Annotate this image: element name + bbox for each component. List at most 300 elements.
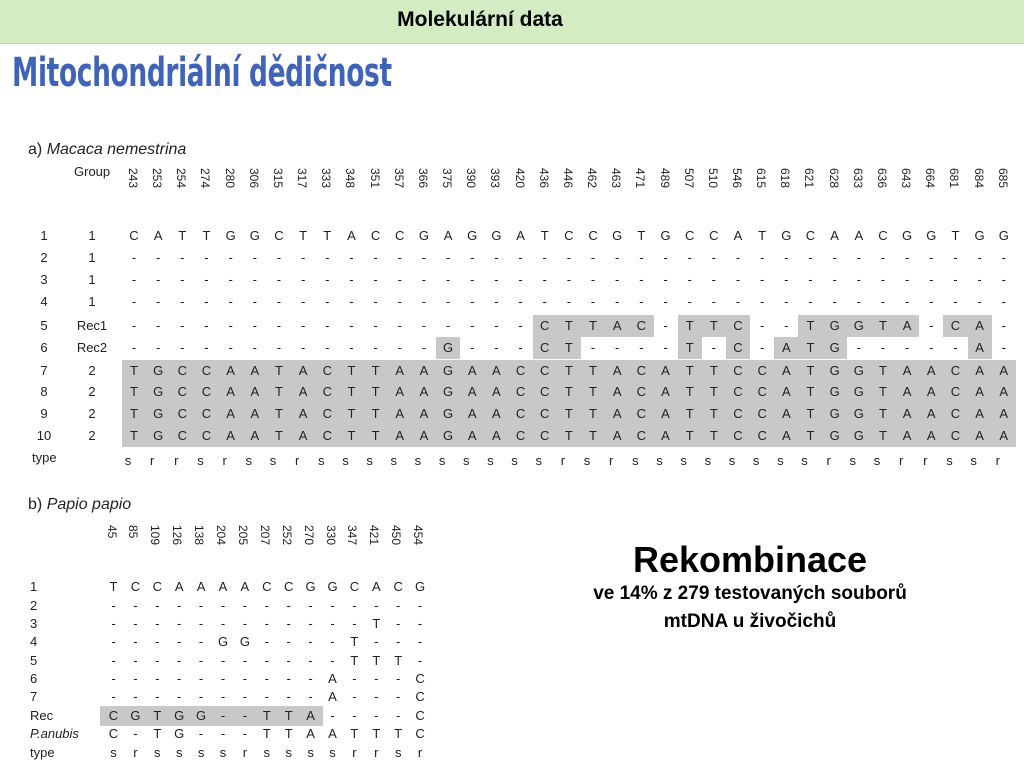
- sequence-cell: A: [226, 363, 235, 378]
- sequence-cell: A: [975, 363, 984, 378]
- sequence-cell: A: [999, 363, 1009, 378]
- sequence-cell: -: [286, 689, 291, 704]
- sequence-cell: -: [639, 294, 644, 309]
- sequence-cell: A: [926, 363, 936, 378]
- sequence-cell: T: [685, 363, 694, 378]
- sequence-cell: G: [153, 384, 164, 399]
- sequence-cell: -: [308, 598, 313, 613]
- sequence-cell: T: [878, 428, 887, 443]
- sequence-cell: T: [685, 384, 694, 399]
- sequence-cell: -: [663, 272, 668, 287]
- type-cell: s: [197, 453, 204, 468]
- row-label: 3: [30, 616, 38, 631]
- sequence-cell: -: [929, 272, 934, 287]
- type-row-label: type: [30, 745, 55, 760]
- sequence-cell: A: [612, 318, 622, 333]
- sequence-cell: C: [322, 428, 332, 443]
- sequence-cell: -: [808, 294, 813, 309]
- sequence-cell: -: [180, 250, 185, 265]
- type-cell: r: [374, 745, 379, 760]
- sequence-cell: -: [177, 671, 182, 686]
- sequence-cell: G: [174, 708, 185, 723]
- sequence-cell: -: [264, 616, 269, 631]
- row-label: 2: [30, 598, 38, 613]
- sequence-cell: G: [491, 228, 502, 243]
- position-label: 507: [681, 168, 696, 189]
- sequence-cell: C: [540, 384, 550, 399]
- sequence-cell: T: [758, 228, 767, 243]
- sequence-cell: C: [262, 579, 272, 594]
- sequence-cell: T: [347, 363, 356, 378]
- sequence-cell: -: [977, 250, 982, 265]
- position-label: 510: [705, 168, 720, 189]
- sequence-cell: -: [518, 272, 523, 287]
- sequence-cell: T: [589, 318, 597, 333]
- sequence-cell: -: [133, 653, 138, 668]
- sequence-cell: -: [445, 318, 451, 333]
- sequence-cell: -: [352, 616, 357, 631]
- sequence-cell: -: [252, 272, 257, 287]
- sequence-cell: A: [298, 363, 308, 378]
- sequence-cell: -: [264, 671, 269, 686]
- sequence-cell: A: [492, 363, 501, 378]
- row-group: 1: [88, 272, 96, 287]
- sequence-cell: -: [177, 634, 182, 649]
- sequence-cell: -: [155, 671, 160, 686]
- sequence-cell: A: [612, 384, 622, 399]
- sequence-cell: -: [470, 250, 475, 265]
- sequence-cell: G: [998, 228, 1009, 243]
- sequence-cell: C: [177, 406, 187, 421]
- row-number: 3: [40, 272, 48, 287]
- sequence-cell: -: [349, 294, 354, 309]
- sequence-cell: A: [902, 318, 912, 333]
- type-cell: s: [632, 453, 639, 468]
- sequence-cell: -: [832, 272, 837, 287]
- type-cell: s: [583, 453, 591, 468]
- type-cell: r: [149, 453, 155, 468]
- sequence-cell: C: [950, 428, 961, 443]
- sequence-cell: -: [711, 250, 716, 265]
- sequence-cell: -: [373, 318, 378, 333]
- sequence-cell: C: [757, 384, 767, 399]
- sequence-cell: T: [372, 616, 381, 631]
- sequence-cell: A: [781, 363, 791, 378]
- sequence-cell: T: [130, 384, 138, 399]
- sequence-cell: T: [878, 318, 887, 333]
- sequence-cell: T: [589, 384, 597, 399]
- sequence-cell: -: [177, 689, 182, 704]
- sequence-cell: T: [709, 406, 718, 421]
- type-cell: s: [269, 453, 277, 468]
- sequence-cell: -: [397, 294, 402, 309]
- sequence-cell: -: [832, 294, 837, 309]
- sequence-cell: T: [878, 384, 887, 399]
- sequence-cell: -: [856, 340, 861, 355]
- sequence-cell: -: [904, 340, 910, 355]
- sequence-cell: A: [975, 428, 984, 443]
- position-label: 618: [778, 168, 793, 189]
- sequence-cell: G: [829, 318, 840, 333]
- sequence-cell: -: [929, 250, 934, 265]
- row-group: 1: [88, 294, 96, 309]
- sequence-cell: -: [155, 634, 160, 649]
- type-cell: s: [110, 745, 117, 760]
- row-label: 6: [30, 671, 38, 686]
- sequence-cell: -: [904, 294, 910, 309]
- sequence-cell: -: [204, 294, 209, 309]
- sequence-cell: A: [395, 406, 405, 421]
- sequence-cell: T: [350, 634, 359, 649]
- row-label: 1: [30, 579, 38, 594]
- sequence-cell: -: [759, 272, 765, 287]
- sequence-cell: T: [178, 228, 187, 243]
- sequence-cell: -: [349, 340, 354, 355]
- sequence-cell: T: [685, 406, 694, 421]
- type-cell: s: [970, 453, 977, 468]
- sequence-cell: C: [201, 384, 212, 399]
- sequence-cell: -: [470, 294, 475, 309]
- sequence-cell: -: [784, 318, 789, 333]
- position-label: 628: [826, 168, 841, 189]
- sequence-cell: A: [328, 689, 337, 704]
- sequence-cell: T: [274, 406, 283, 421]
- sequence-cell: C: [636, 384, 647, 399]
- sequence-cell: -: [228, 340, 233, 355]
- sequence-cell: T: [806, 406, 815, 421]
- sequence-cell: -: [856, 250, 861, 265]
- sequence-cell: -: [111, 689, 116, 704]
- sequence-cell: -: [759, 250, 765, 265]
- position-label: 347: [345, 525, 360, 546]
- sequence-cell: A: [492, 428, 501, 443]
- sequence-cell: C: [950, 363, 961, 378]
- sequence-cell: C: [515, 363, 526, 378]
- sequence-cell: G: [130, 708, 141, 723]
- sequence-cell: -: [111, 653, 116, 668]
- position-label: 450: [389, 525, 404, 546]
- sequence-cell: T: [130, 363, 138, 378]
- sequence-cell: -: [735, 250, 741, 265]
- sequence-cell: A: [975, 318, 984, 333]
- sequence-cell: -: [880, 250, 886, 265]
- sequence-cell: -: [904, 272, 910, 287]
- sequence-cell: A: [467, 384, 477, 399]
- sequence-cell: C: [757, 428, 767, 443]
- sequence-cell: -: [977, 294, 982, 309]
- sequence-cell: -: [308, 689, 313, 704]
- sequence-cell: A: [467, 428, 477, 443]
- sequence-cell: C: [515, 428, 526, 443]
- sequence-cell: A: [661, 406, 670, 421]
- header-title: Molekulární data: [397, 8, 563, 31]
- sequence-cell: -: [264, 653, 269, 668]
- sequence-cell: A: [975, 384, 984, 399]
- sequence-cell: T: [637, 228, 646, 243]
- sequence-cell: G: [153, 363, 164, 378]
- sequence-cell: C: [129, 228, 139, 243]
- type-cell: s: [390, 453, 397, 468]
- sequence-cell: -: [198, 726, 204, 741]
- position-label: 280: [222, 168, 237, 189]
- sequence-cell: A: [661, 428, 670, 443]
- sequence-cell: -: [276, 340, 282, 355]
- sequence-cell: G: [926, 228, 937, 243]
- sequence-cell: C: [540, 428, 550, 443]
- sequence-cell: G: [174, 726, 185, 741]
- sequence-cell: A: [196, 579, 206, 594]
- type-cell: s: [873, 453, 881, 468]
- type-cell: s: [245, 453, 253, 468]
- sequence-cell: -: [220, 708, 226, 723]
- sequence-cell: A: [306, 708, 315, 723]
- sequence-cell: C: [108, 708, 119, 723]
- type-cell: s: [285, 745, 292, 760]
- sequence-cell: -: [639, 272, 644, 287]
- row-number: 5: [40, 318, 48, 333]
- sequence-cell: C: [733, 406, 743, 421]
- sequence-cell: T: [323, 228, 332, 243]
- sequence-cell: -: [639, 340, 644, 355]
- sequence-cell: -: [374, 689, 379, 704]
- row-group: 1: [88, 250, 96, 265]
- sequence-cell: -: [155, 653, 160, 668]
- type-cell: s: [219, 745, 227, 760]
- sequence-cell: -: [421, 250, 427, 265]
- sequence-cell: -: [276, 318, 282, 333]
- sequence-cell: -: [220, 653, 226, 668]
- row-group: 2: [88, 363, 96, 378]
- sequence-cell: C: [540, 363, 550, 378]
- sequence-cell: C: [733, 363, 743, 378]
- sequence-cell: A: [854, 228, 864, 243]
- sequence-cell: C: [322, 406, 332, 421]
- type-cell: s: [752, 453, 760, 468]
- sequence-cell: C: [274, 228, 284, 243]
- position-label: 253: [150, 168, 165, 189]
- position-label: 685: [995, 168, 1010, 189]
- sequence-cell: T: [685, 428, 694, 443]
- sequence-cell: -: [330, 634, 335, 649]
- sequence-cell: -: [276, 250, 282, 265]
- recombination-line-2: mtDNA u živočichů: [663, 611, 837, 632]
- row-group: Rec1: [76, 318, 108, 333]
- sequence-cell: C: [515, 384, 526, 399]
- sequence-cell: A: [250, 363, 260, 378]
- sequence-cell: -: [542, 272, 547, 287]
- sequence-cell: A: [298, 428, 308, 443]
- sequence-cell: -: [131, 250, 137, 265]
- sequence-cell: T: [394, 653, 403, 668]
- sequence-cell: -: [417, 634, 423, 649]
- sequence-cell: -: [494, 318, 499, 333]
- type-cell: s: [197, 745, 205, 760]
- sequence-cell: -: [300, 294, 306, 309]
- sequence-cell: -: [880, 340, 886, 355]
- sequence-cell: G: [612, 228, 623, 243]
- position-label: 633: [850, 168, 865, 189]
- sequence-cell: A: [612, 406, 622, 421]
- sequence-cell: G: [853, 318, 864, 333]
- type-cell: s: [777, 453, 784, 468]
- sequence-cell: -: [308, 671, 313, 686]
- sequence-cell: G: [829, 384, 840, 399]
- row-group: 2: [88, 406, 96, 421]
- sequence-cell: -: [711, 294, 716, 309]
- sequence-cell: T: [564, 384, 573, 399]
- position-label: 85: [126, 525, 141, 539]
- recombination-note: [505, 540, 995, 636]
- sequence-cell: -: [615, 250, 620, 265]
- sequence-cell: A: [250, 406, 260, 421]
- sequence-cell: T: [371, 384, 380, 399]
- sequence-cell: -: [711, 272, 716, 287]
- sequence-cell: A: [830, 228, 839, 243]
- position-label: 274: [198, 168, 213, 189]
- sequence-cell: -: [349, 318, 354, 333]
- row-label: 4: [30, 634, 38, 649]
- sequence-cell: -: [518, 250, 523, 265]
- sequence-cell: C: [349, 579, 360, 594]
- sequence-cell: -: [590, 250, 596, 265]
- sequence-cell: -: [276, 272, 282, 287]
- sequence-cell: A: [926, 428, 936, 443]
- sequence-cell: -: [590, 272, 596, 287]
- position-label: 366: [415, 168, 430, 189]
- row-number: 2: [40, 250, 48, 265]
- sequence-cell: -: [286, 653, 291, 668]
- sequence-cell: -: [953, 340, 958, 355]
- row-group: 1: [88, 228, 96, 243]
- sequence-cell: A: [661, 384, 670, 399]
- position-label: 317: [295, 168, 310, 189]
- position-label: 138: [192, 525, 207, 546]
- sequence-cell: -: [566, 272, 572, 287]
- sequence-cell: G: [829, 428, 840, 443]
- panel-a-label: [28, 141, 186, 159]
- position-label: 243: [126, 168, 140, 189]
- sequence-cell: -: [880, 272, 886, 287]
- sequence-cell: T: [350, 726, 359, 741]
- sequence-cell: G: [443, 340, 454, 355]
- sequence-cell: -: [198, 598, 204, 613]
- row-number: 10: [36, 428, 52, 443]
- sequence-cell: -: [904, 250, 910, 265]
- sequence-cell: G: [418, 228, 429, 243]
- sequence-cell: -: [421, 318, 427, 333]
- sequence-cell: -: [566, 294, 572, 309]
- sequence-cell: -: [397, 250, 402, 265]
- sequence-cell: -: [373, 250, 378, 265]
- sequence-cell: -: [220, 598, 226, 613]
- position-label: 207: [257, 525, 272, 546]
- sequence-cell: -: [180, 294, 185, 309]
- sequence-cell: -: [880, 294, 886, 309]
- sequence-cell: -: [470, 318, 475, 333]
- sequence-cell: -: [180, 272, 185, 287]
- position-label: 684: [971, 168, 986, 189]
- sequence-cell: -: [325, 318, 330, 333]
- sequence-cell: A: [926, 406, 936, 421]
- page-title: Mitochondriální dědičnost: [12, 50, 392, 96]
- sequence-cell: -: [397, 318, 402, 333]
- position-label: 204: [214, 525, 228, 546]
- sequence-cell: -: [220, 671, 226, 686]
- position-label: 45: [104, 525, 119, 539]
- sequence-cell: G: [974, 228, 985, 243]
- sequence-cell: G: [239, 634, 250, 649]
- sequence-cell: -: [111, 634, 116, 649]
- sequence-cell: -: [687, 272, 692, 287]
- type-cell: s: [438, 453, 446, 468]
- sequence-cell: -: [325, 340, 330, 355]
- sequence-cell: G: [660, 228, 671, 243]
- position-label: 446: [560, 168, 575, 189]
- sequence-cell: A: [492, 384, 501, 399]
- sequence-cell: -: [180, 318, 185, 333]
- sequence-cell: G: [829, 363, 840, 378]
- sequence-cell: T: [109, 579, 118, 594]
- sequence-cell: -: [242, 671, 248, 686]
- sequence-cell: -: [417, 653, 423, 668]
- sequence-cell: C: [130, 579, 141, 594]
- sequence-cell: -: [615, 294, 620, 309]
- sequence-cell: -: [1001, 318, 1006, 333]
- sequence-cell: T: [284, 708, 293, 723]
- sequence-cell: C: [636, 406, 647, 421]
- sequence-cell: T: [347, 406, 356, 421]
- position-label: 681: [947, 168, 962, 189]
- sequence-cell: T: [347, 384, 356, 399]
- sequence-cell: T: [564, 363, 573, 378]
- type-cell: s: [462, 453, 470, 468]
- sequence-cell: C: [283, 579, 294, 594]
- sequence-cell: A: [250, 384, 260, 399]
- position-label: 333: [319, 168, 334, 189]
- sequence-cell: C: [393, 579, 403, 594]
- sequence-cell: -: [352, 598, 357, 613]
- sequence-cell: -: [352, 708, 357, 723]
- sequence-cell: -: [397, 272, 402, 287]
- sequence-cell: -: [373, 272, 378, 287]
- sequence-cell: -: [133, 726, 138, 741]
- sequence-cell: G: [415, 579, 426, 594]
- sequence-cell: -: [590, 294, 596, 309]
- position-label: 205: [235, 525, 250, 546]
- sequence-cell: -: [204, 272, 209, 287]
- sequence-cell: -: [396, 671, 401, 686]
- sequence-cell: -: [856, 272, 861, 287]
- position-label: 270: [301, 525, 316, 546]
- sequence-cell: A: [999, 406, 1009, 421]
- position-label: 421: [367, 525, 382, 546]
- sequence-cell: -: [131, 272, 137, 287]
- sequence-cell: -: [494, 250, 499, 265]
- sequence-cell: -: [264, 689, 269, 704]
- type-row-label: type: [32, 450, 57, 465]
- type-cell: s: [680, 453, 687, 468]
- sequence-cell: C: [177, 363, 187, 378]
- sequence-cell: T: [564, 318, 573, 333]
- sequence-cell: C: [684, 228, 695, 243]
- sequence-cell: -: [204, 318, 209, 333]
- sequence-cell: G: [249, 228, 260, 243]
- sequence-cell: -: [759, 318, 765, 333]
- sequence-cell: -: [615, 272, 620, 287]
- sequence-cell: T: [153, 726, 162, 741]
- row-label: 7: [30, 689, 38, 704]
- sequence-cell: A: [306, 726, 315, 741]
